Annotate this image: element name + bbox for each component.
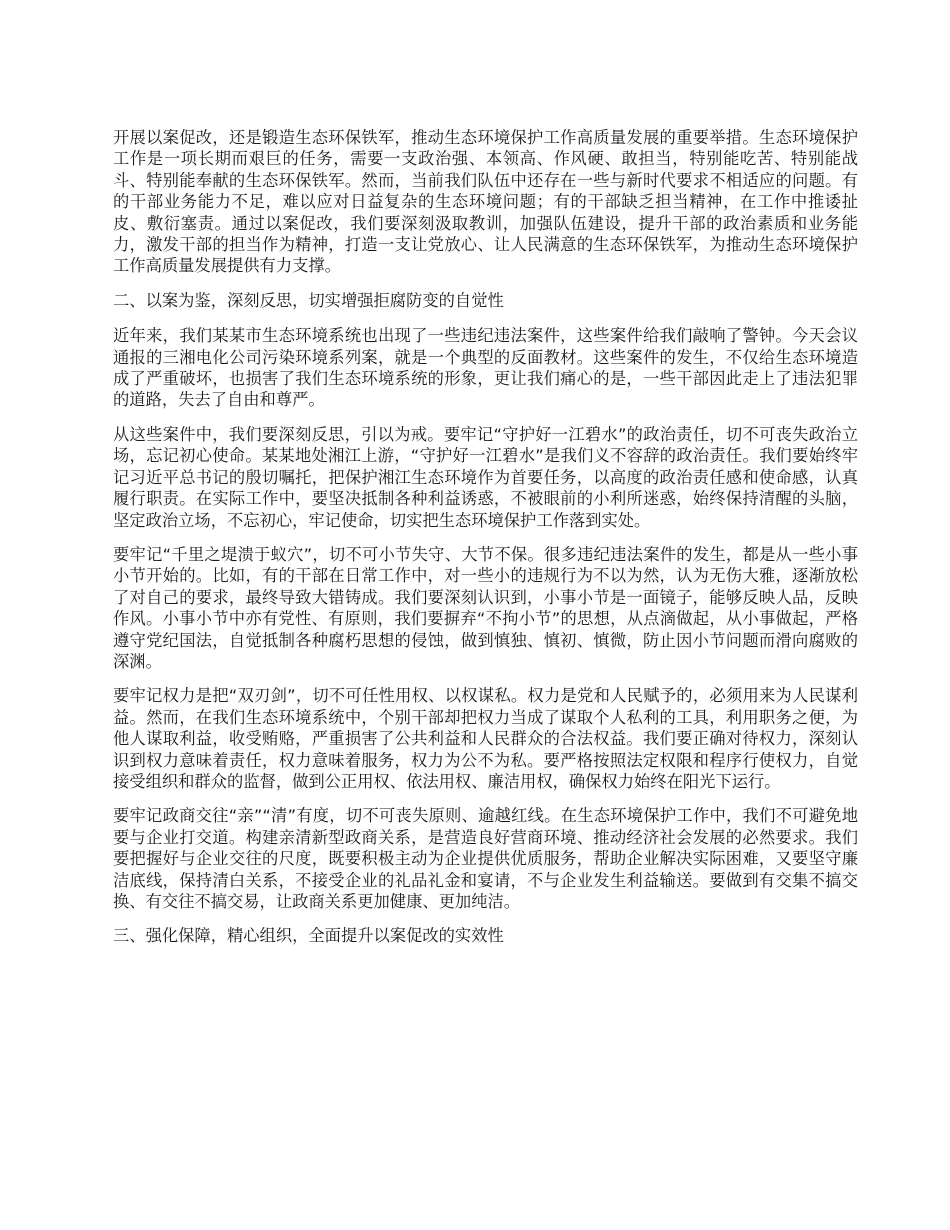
paragraph-power: 要牢记权力是把“双刃剑”，切不可任性用权、以权谋私。权力是党和人民赋予的，必须用来为人民谋利益。然而，在我们生态环境系统中，个别干部却把权力当成了谋取个人私利的工具，利用职务之便，为他人谋取利益，收受贿赂，严重损害了公共利益和人民群众的合法权益。我们要正确对待权力，深刻认识到权力意味着责任，权力意味着服务，权力为公不为私。要严格按照法定权限和程序行使权力，自觉接受组织和群众的监督，做到公正用权、依法用权、廉洁用权，确保权力始终在阳光下运行。 [113,686,858,791]
paragraph-small-matters: 要牢记“千里之堤溃于蚁穴”，切不可小节失守、大节不保。很多违纪违法案件的发生，都是从一些小事小节开始的。比如，有的干部在日常工作中，对一些小的违规行为不以为然，认为无伤大雅，逐渐放松了对自己的要求，最终导致大错铸成。我们要深刻认识到，小事小节是一面镜子，能够反映人品，反映作风。小事小节中亦有党性、有原则，我们要摒弃“不拘小节”的思想，从点滴做起，从小事做起，严格遵守党纪国法，自觉抵制各种腐朽思想的侵蚀，做到慎独、慎初、慎微，防止因小节问题而滑向腐败的深渊。 [113,544,858,671]
paragraph-government-business: 要牢记政商交往“亲”“清”有度，切不可丧失原则、逾越红线。在生态环境保护工作中，我们不可避免地要与企业打交道。构建亲清新型政商关系，是营造良好营商环境、推动经济社会发展的必然要求。我们要把握好与企业交往的尺度，既要积极主动为企业提供优质服务，帮助企业解决实际困难，又要坚守廉洁底线，保持清白关系，不接受企业的礼品礼金和宴请，不与企业发生利益输送。要做到有交集不搞交换、有交往不搞交易，让政商关系更加健康、更加纯洁。 [113,806,858,911]
paragraph-political-responsibility: 从这些案件中，我们要深刻反思，引以为戒。要牢记“守护好一江碧水”的政治责任，切不可丧失政治立场，忘记初心使命。某某地处湘江上游，“守护好一江碧水”是我们义不容辞的政治责任。我们要始终牢记习近平总书记的殷切嘱托，把保护湘江生态环境作为首要任务，以高度的政治责任感和使命感，认真履行职责。在实际工作中，要坚决抵制各种利益诱惑，不被眼前的小利所迷惑，始终保持清醒的头脑，坚定政治立场，不忘初心，牢记使命，切实把生态环境保护工作落到实处。 [113,424,858,530]
section-heading-3: 三、强化保障，精心组织，全面提升以案促改的实效性 [113,926,504,946]
paragraph-cases-overview: 近年来，我们某某市生态环境系统也出现了一些违纪违法案件，这些案件给我们敲响了警钟。今天会议通报的三湘电化公司污染环境系列案，就是一个典型的反面教材。这些案件的发生，不仅给生态环境造成了严重破坏，也损害了我们生态环境系统的形象，更让我们痛心的是，一些干部因此走上了违法犯罪的道路，失去了自由和尊严。 [113,326,858,410]
paragraph-team-building: 开展以案促改，还是锻造生态环保铁军，推动生态环境保护工作高质量发展的重要举措。生态环境保护工作是一项长期而艰巨的任务，需要一支政治强、本领高、作风硬、敢担当，特别能吃苦、特别能战斗、特别能奉献的生态环保铁军。然而，当前我们队伍中还存在一些与新时代要求不相适应的问题。有的干部业务能力不足，难以应对日益复杂的生态环境问题；有的干部缺乏担当精神，在工作中推诿扯皮、敷衍塞责。通过以案促改，我们要深刻汲取教训，加强队伍建设，提升干部的政治素质和业务能力，激发干部的担当作为精神，打造一支让党放心、让人民满意的生态环保铁军，为推动生态环境保护工作高质量发展提供有力支撑。 [113,128,858,276]
document-body [113,127,858,961]
section-heading-2: 二、以案为鉴，深刻反思，切实增强拒腐防变的自觉性 [113,290,504,310]
